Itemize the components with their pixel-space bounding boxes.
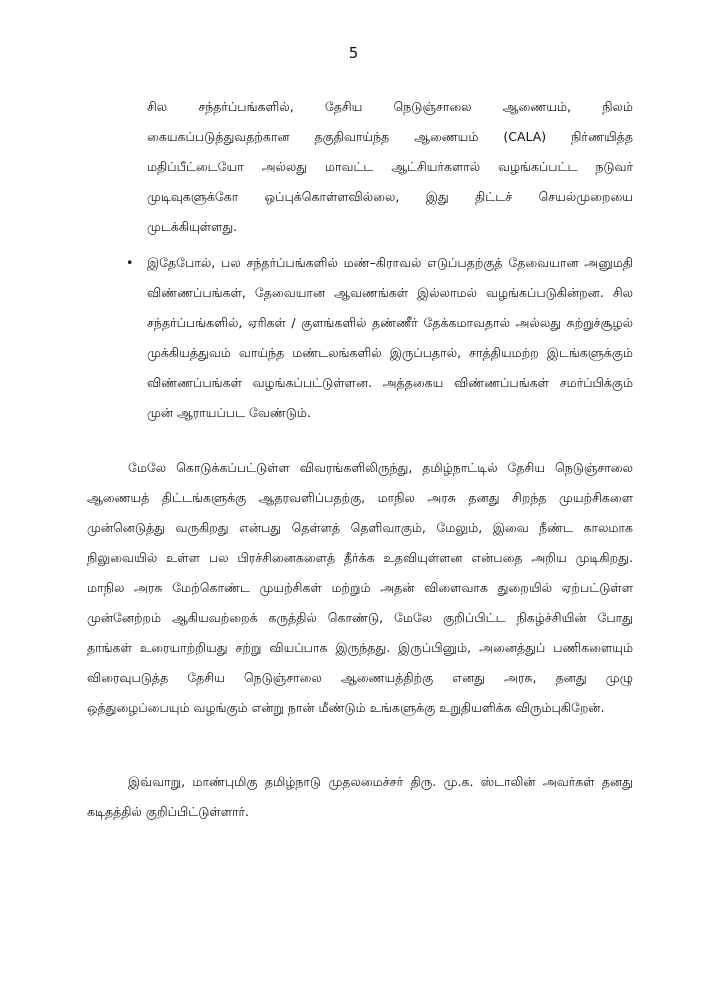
bullet-text: இதேபோல், பல சந்தர்ப்பங்களில் மண்–கிராவல் எடுப்பதற்குத் தேவையான அனுமதி விண்ணப்பங்கள், தேவையான ஆவணங்கள் இல்லாமல் வழங்கப்படுகின்றன. சில சந்தர்ப்பங்களில், ஏரிகள் / குளங்களில் தண்ணீர் தேக்கமாவதால் அல்லது சுற்றுச்சூழல் முக்கியத்துவம் வாய்ந்த மண்டலங்களில் இருப்பதால், சாத்தியமற்ற இடங்களுக்கும் விண்ணப்பங்கள் வழங்கப்பட்டுள்ளன. அத்தகைய விண்ணப்பங்கள் சமர்ப்பிக்கும் முன் ஆராயப்பட வேண்டும். xyxy=(147,255,633,420)
page-number: 5 xyxy=(348,44,359,62)
paragraph-main: மேலே கொடுக்கப்பட்டுள்ள விவரங்களிலிருந்து, தமிழ்நாட்டில் தேசிய நெடுஞ்சாலை ஆணையத் திட்டங்களுக்கு ஆதரவளிப்பதற்கு, மாநில அரசு தனது சிறந்த முயற்சிகளை முன்னெடுத்து வருகிறது என்பது தெள்ளத் தெளிவாகும், மேலும், இவை நீண்ட காலமாக நிலுவையில் உள்ள பல பிரச்சினைகளைத் தீர்க்க உதவியுள்ளன என்பதை அறிய முடிகிறது. மாநில அரசு மேற்கொண்ட முயற்சிகள் மற்றும் அதன் விளைவாக துறையில் ஏற்பட்டுள்ள முன்னேற்றம் ஆகியவற்றைக் கருத்தில் கொண்டு, மேலே குறிப்பிட்ட நிகழ்ச்சியின் போது தாங்கள் உரையாற்றியது சற்று வியப்பாக இருந்தது. இருப்பினும், அனைத்துப் பணிகளையும் விரைவுபடுத்த தேசிய நெடுஞ்சாலை ஆணையத்திற்கு எனது அரசு, தனது முழு ஒத்துழைப்பையும் வழங்கும் என்று நான் மீண்டும் உங்களுக்கு உறுதியளிக்க விரும்புகிறேன். xyxy=(87,460,633,715)
bullet-icon: • xyxy=(126,255,134,270)
paragraph-closing: இவ்வாறு, மாண்புமிகு தமிழ்நாடு முதலமைச்சர் திரு. மு.க. ஸ்டாலின் அவர்கள் தனது கடிதத்தில் குறிப்பிட்டுள்ளார். xyxy=(87,774,633,819)
paragraph-continuation: சில சந்தர்ப்பங்களில், தேசிய நெடுஞ்சாலை ஆணையம், நிலம் கையகப்படுத்துவதற்கான தகுதிவாய்ந்த ஆணையம் (CALA) நிர்ணயித்த மதிப்பீட்டையோ அல்லது மாவட்ட ஆட்சியர்களால் வழங்கப்பட்ட நடுவர் முடிவுகளுக்கோ ஒப்புக்கொள்ளவில்லை, இது திட்டச் செயல்முறையை முடக்கியுள்ளது. xyxy=(147,99,633,234)
